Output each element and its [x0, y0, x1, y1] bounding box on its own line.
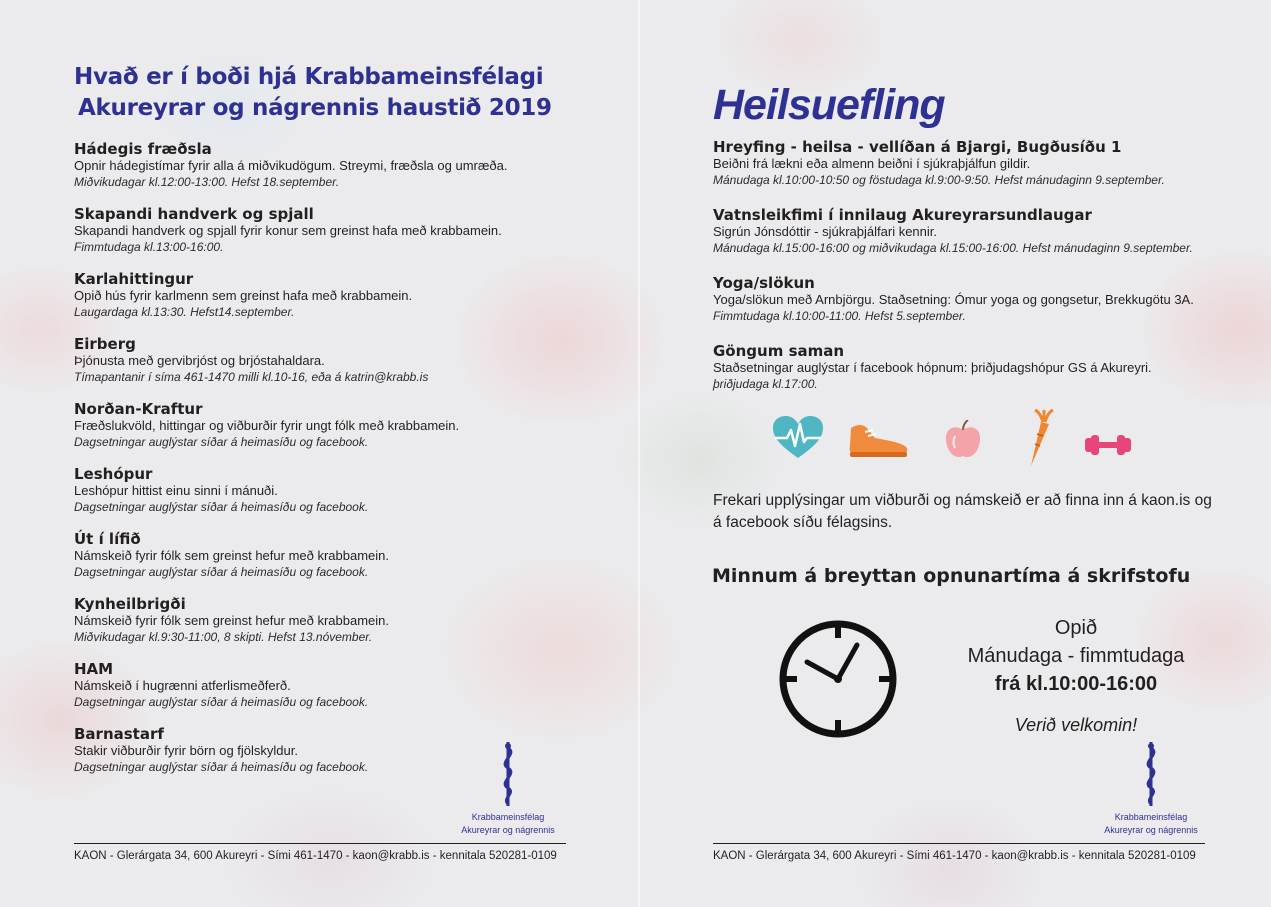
program-item	[713, 138, 1253, 191]
program-description: Þjónusta með gervibrjóst og brjóstahaldara.	[74, 353, 325, 368]
program-description: Staðsetningar auglýstar í facebook hópnum: þriðjudagshópur GS á Akureyri.	[713, 360, 1152, 375]
program-schedule: Tímapantanir í síma 461-1470 milli kl.10-16, eða á katrin@krabb.is	[74, 370, 429, 384]
page-title-line2: Akureyrar og nágrennis haustið 2019	[78, 95, 552, 121]
right-footer	[713, 843, 1205, 862]
program-schedule: þriðjudaga kl.17:00.	[713, 377, 818, 391]
logo-name-line2: Akureyrar og nágrennis	[461, 825, 555, 835]
program-title: Eirberg	[74, 335, 136, 353]
program-description: Fræðslukvöld, hittingar og viðburðir fyrir ungt fólk með krabbamein.	[74, 418, 460, 433]
caduceus-logo-icon	[1139, 742, 1163, 810]
program-item	[74, 335, 594, 386]
program-schedule: Mánudaga kl.10:00-10:50 og föstudaga kl.9:00-9:50. Hefst mánudaginn 9.september.	[713, 173, 1165, 187]
footer-contact: KAON - Glerárgata 34, 600 Akureyri - Sími 461-1470 - kaon@krabb.is - kennitala 520281-0109	[74, 850, 557, 862]
program-item	[74, 465, 594, 516]
dumbbell-icon	[1085, 434, 1131, 461]
opening-hours-notice: Minnum á breyttan opnunartíma á skrifstofu	[712, 565, 1191, 587]
program-item	[74, 205, 594, 256]
clock-icon	[777, 618, 899, 745]
logo-name-line1: Krabbameinsfélag	[1114, 812, 1188, 822]
program-item	[713, 206, 1253, 259]
carrot-icon	[1025, 408, 1055, 473]
program-schedule: Dagsetningar auglýstar síðar á heimasíðu og facebook.	[74, 760, 369, 774]
program-title: Barnastarf	[74, 725, 164, 743]
program-description: Opnir hádegistímar fyrir alla á miðvikudögum. Streymi, fræðsla og umræða.	[74, 158, 508, 173]
association-logo	[443, 742, 573, 836]
page-title	[74, 62, 574, 124]
running-shoe-icon	[849, 422, 909, 463]
program-item	[74, 660, 594, 711]
logo-name-line2: Akureyrar og nágrennis	[1104, 825, 1198, 835]
program-description: Námskeið í hugrænni atferlismeðferð.	[74, 678, 291, 693]
program-title: Leshópur	[74, 465, 153, 483]
program-description: Beiðni frá lækni eða almenn beiðni í sjúkraþjálfun gildir.	[713, 156, 1031, 171]
caduceus-logo-icon	[496, 742, 520, 810]
health-icons-row	[773, 408, 1133, 468]
program-title: Karlahittingur	[74, 270, 194, 288]
program-title: Yoga/slökun	[713, 274, 815, 292]
program-title: HAM	[74, 660, 114, 678]
heart-pulse-icon	[773, 416, 823, 465]
logo-name-line1: Krabbameinsfélag	[471, 812, 545, 822]
more-info-text: Frekari upplýsingar um viðburði og námskeið er að finna inn á kaon.is og á facebook síðu félagsins.	[713, 492, 1212, 531]
section-title: Heilsuefling	[713, 81, 945, 129]
program-schedule: Fimmtudaga kl.13:00-16:00.	[74, 240, 224, 254]
right-program-list	[713, 138, 1253, 410]
hours-days: Mánudaga - fimmtudaga	[967, 645, 1185, 667]
program-schedule: Fimmtudaga kl.10:00-11:00. Hefst 5.september.	[713, 309, 966, 323]
program-item	[713, 342, 1253, 395]
program-item	[74, 595, 594, 646]
program-schedule: Dagsetningar auglýstar síðar á heimasíðu og facebook.	[74, 500, 369, 514]
program-schedule: Miðvikudagar kl.9:30-11:00, 8 skipti. Hefst 13.nóvember.	[74, 630, 373, 644]
program-title: Göngum saman	[713, 342, 845, 360]
program-item	[74, 530, 594, 581]
left-page-header	[74, 62, 574, 124]
program-description: Sigrún Jónsdóttir - sjúkraþjálfari kennir.	[713, 224, 937, 239]
program-description: Námskeið fyrir fólk sem greinst hefur með krabbamein.	[74, 548, 390, 563]
program-schedule: Dagsetningar auglýstar síðar á heimasíðu og facebook.	[74, 565, 369, 579]
association-logo	[1086, 742, 1216, 836]
welcome-text: Verið velkomin!	[1014, 715, 1138, 735]
program-description: Leshópur hittist einu sinni í mánuði.	[74, 483, 278, 498]
program-item	[74, 400, 594, 451]
program-description: Stakir viðburðir fyrir börn og fjölskyldur.	[74, 743, 298, 758]
program-description: Yoga/slökun með Arnbjörgu. Staðsetning: Ómur yoga og gongsetur, Brekkugötu 3A.	[713, 292, 1194, 307]
program-title: Hádegis fræðsla	[74, 140, 212, 158]
program-title: Kynheilbrigði	[74, 595, 186, 613]
program-schedule: Dagsetningar auglýstar síðar á heimasíðu og facebook.	[74, 435, 369, 449]
program-item	[713, 274, 1253, 327]
program-item	[74, 140, 594, 191]
program-schedule: Miðvikudagar kl.12:00-13:00. Hefst 18.september.	[74, 175, 340, 189]
page-fold	[638, 0, 640, 907]
hours-open-label: Opið	[1054, 617, 1098, 639]
program-item	[74, 270, 594, 321]
program-title: Vatnsleikfimi í innilaug Akureyrarsundlaugar	[713, 206, 1092, 224]
left-program-list	[74, 140, 594, 790]
opening-hours	[960, 614, 1192, 738]
hours-time: frá kl.10:00-16:00	[994, 673, 1158, 695]
left-footer	[74, 843, 566, 862]
program-title: Skapandi handverk og spjall	[74, 205, 314, 223]
program-description: Námskeið fyrir fólk sem greinst hefur með krabbamein.	[74, 613, 390, 628]
program-title: Norðan-Kraftur	[74, 400, 203, 418]
program-description: Skapandi handverk og spjall fyrir konur sem greinst hafa með krabbamein.	[74, 223, 502, 238]
program-title: Út í lífið	[74, 530, 141, 548]
footer-contact: KAON - Glerárgata 34, 600 Akureyri - Sími 461-1470 - kaon@krabb.is - kennitala 520281-0109	[713, 850, 1196, 862]
program-title: Hreyfing - heilsa - vellíðan á Bjargi, Bugðusíðu 1	[713, 138, 1122, 156]
page-title-line1: Hvað er í boði hjá Krabbameinsfélagi	[74, 64, 544, 90]
program-description: Opið hús fyrir karlmenn sem greinst hafa með krabbamein.	[74, 288, 413, 303]
program-schedule: Mánudaga kl.15:00-16:00 og miðvikudaga kl.15:00-16:00. Hefst mánudaginn 9.september.	[713, 241, 1193, 255]
program-schedule: Dagsetningar auglýstar síðar á heimasíðu og facebook.	[74, 695, 369, 709]
right-page-header	[713, 80, 1233, 130]
apple-icon	[945, 420, 981, 465]
program-schedule: Laugardaga kl.13:30. Hefst14.september.	[74, 305, 295, 319]
